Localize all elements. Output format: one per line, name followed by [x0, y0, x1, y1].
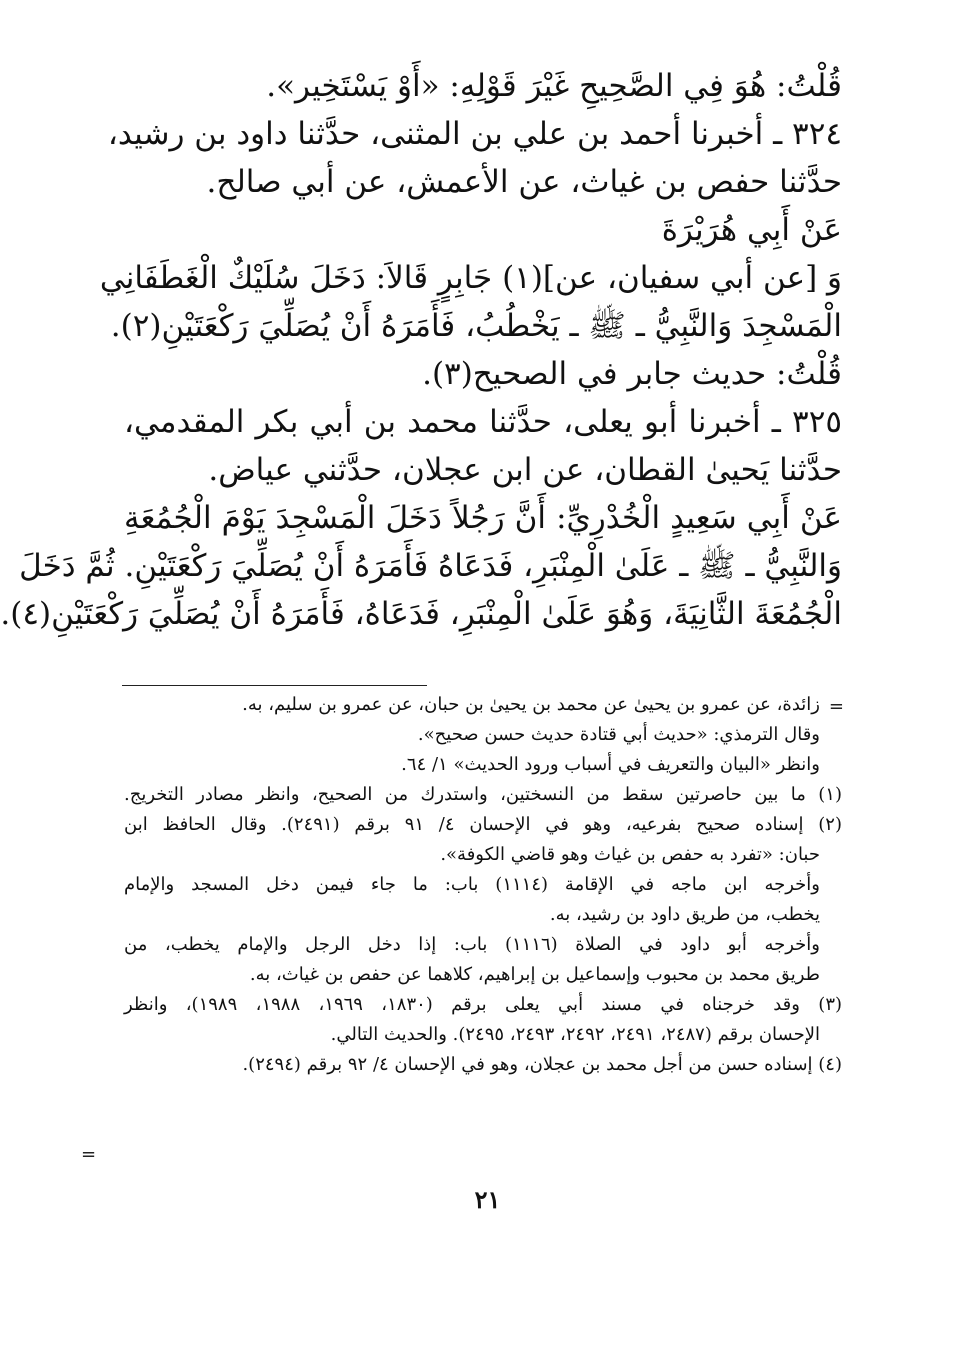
text-line: الْمَسْجِدَ وَالنَّبِيُّ ـ ﷺ ـ يَخْطُبُ، فَأَمَرَهُ أَنْ يُصَلِّيَ رَكْعَتَيْنِ(٢).	[110, 308, 842, 344]
main-text	[0, 62, 842, 638]
text-line: حدَّثنا يَحيىٰ القطان، عن ابن عجلان، حدَّثني عياض.	[208, 452, 842, 488]
footnote-separator	[122, 685, 427, 686]
text-line: قُلْتُ: هُوَ فِي الصَّحِيحِ غَيْرَ قَوْلِهِ: «أَوْ يَسْتَخِير».	[266, 68, 842, 104]
text-line: حدَّثنا حفص بن غياث، عن الأعمش، عن أبي صالح.	[206, 164, 842, 200]
text-line: وَالنَّبِيُّ ـ ﷺ ـ عَلَىٰ الْمِنْبَرِ، فَدَعَاهُ فَأَمَرَهُ أَنْ يُصَلِّيَ رَكْعَتَيْنِ. ثُمَّ دَخَلَ	[19, 548, 842, 584]
page-number: ٢١	[474, 1185, 501, 1214]
footnote-line: (١) ما بين حاصرتين سقط من النسختين، واستدرك من الصحيح، وانظر مصادر التخريج.	[124, 784, 842, 805]
continuation-mark-bottom: =	[81, 1144, 97, 1165]
text-line: ٣٢٥ ـ أخبرنا أبو يعلى، حدَّثنا محمد بن أبي بكر المقدمي،	[124, 404, 842, 440]
footnote-line: وأخرجه أبو داود في الصلاة (١١١٦) باب: إذا دخل الرجل والإمام يخطب، من	[124, 934, 820, 955]
footnote-line: يخطب، من طريق داود بن رشيد، به.	[549, 904, 820, 925]
footnote-line: وقال الترمذي: «حديث أبي قتادة حديث حسن صحيح».	[417, 724, 820, 745]
text-line: قُلْتُ: حديث جابر في الصحيح(٣).	[422, 356, 842, 392]
text-line: عَنْ أَبِي سَعِيدٍ الْخُدْرِيِّ: أَنَّ رَجُلاً دَخَلَ الْمَسْجِدَ يَوْمَ الْجُمُعَةِ	[124, 500, 842, 536]
footnote-line: الإحسان برقم (٢٤٨٧، ٢٤٩١، ٢٤٩٢، ٢٤٩٣، ٢٤٩٥). والحديث التالي.	[330, 1024, 820, 1045]
footnote-line: وأخرجه ابن ماجه في الإقامة (١١١٤) باب: ما جاء فيمن دخل المسجد والإمام	[124, 874, 820, 895]
footnote-line: طريق محمد بن محبوب وإسماعيل بن إبراهيم، كلاهما عن حفص بن غياث، به.	[249, 964, 820, 985]
footnote-line: زائدة، عن عمرو بن يحيىٰ عن محمد بن يحيىٰ بن حبان، عن عمرو بن سليم، به.	[242, 694, 820, 715]
text-line: عَنْ أَبِي هُرَيْرَةَ	[661, 212, 842, 248]
text-line: الْجُمُعَةَ الثَّانِيَةَ، وَهُوَ عَلَىٰ الْمِنْبَرِ، فَدَعَاهُ، فَأَمَرَهُ أَنْ يُصَلِّيَ رَكْعَتَيْنِ(٤).	[0, 596, 842, 632]
footnote-line: حبان: «تفرد به حفص بن غياث وهو قاضي الكوفة».	[440, 844, 820, 865]
footnotes	[124, 690, 842, 1080]
continuation-mark-top: =	[828, 696, 844, 717]
text-line: وَ [عن أبي سفيان، عن](١) جَابِرٍ قَالاَ: دَخَلَ سُلَيْكٌ الْغَطَفَانِي	[99, 260, 842, 296]
footnote-line: (٢) إسناده صحيح بفرعيه، وهو في الإحسان ٤/ ٩١ برقم (٢٤٩١). وقال الحافظ ابن	[124, 814, 842, 835]
footnote-line: (٤) إسناده حسن من أجل محمد بن عجلان، وهو في الإحسان ٤/ ٩٢ برقم (٢٤٩٤).	[242, 1054, 842, 1075]
text-line: ٣٢٤ ـ أخبرنا أحمد بن علي بن المثنى، حدَّثنا داود بن رشيد،	[107, 116, 842, 152]
footnote-line: (٣) وقد خرجناه في مسند أبي يعلى برقم (١٨٣٠، ١٩٦٩، ١٩٨٨، ١٩٨٩)، وانظر	[124, 994, 843, 1015]
footnote-line: وانظر «البيان والتعريف في أسباب ورود الحديث» ١/ ٦٤.	[401, 754, 820, 775]
